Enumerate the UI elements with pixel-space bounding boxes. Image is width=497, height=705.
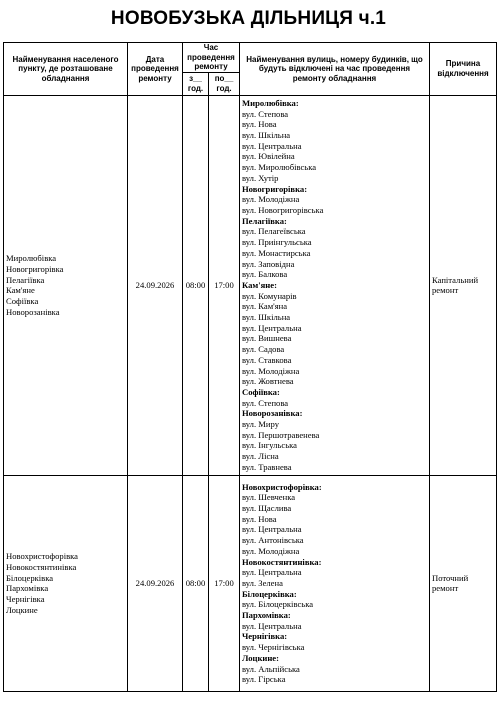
street-item: вул. Заповідна <box>242 258 295 269</box>
outage-schedule-table <box>3 42 497 692</box>
street-item: вул. Центральна <box>242 567 302 578</box>
street-item: вул. Центральна <box>242 322 302 333</box>
street-item: вул. Лісна <box>242 451 279 462</box>
village-heading: Новокостянтинівка: <box>242 556 322 567</box>
settlement-name: Новорозанівка <box>6 306 60 317</box>
street-item: вул. Молодіжна <box>242 194 300 205</box>
time-from-cell: 08:00 <box>183 95 209 475</box>
street-item: вул. Вишнева <box>242 333 292 344</box>
street-item: вул. Шевченка <box>242 492 296 503</box>
street-item: вул. Травнева <box>242 461 292 472</box>
street-item: вул. Ювілейна <box>242 151 295 162</box>
street-item: вул. Степова <box>242 397 289 408</box>
header-date: Дата проведення ремонту <box>128 43 183 96</box>
street-item: вул. Комунарів <box>242 290 297 301</box>
street-item: вул. Новогригорівська <box>242 205 324 215</box>
street-item: вул. Першотравенева <box>242 429 320 440</box>
table-row <box>4 475 497 691</box>
reason-cell <box>430 475 497 691</box>
street-item: вул. Степова <box>242 108 289 119</box>
street-item: вул. Центральна <box>242 140 302 151</box>
village-heading: Кам'яне: <box>242 279 277 290</box>
street-item: вул. Пелагеївська <box>242 226 306 237</box>
settlements-cell <box>4 95 128 475</box>
time-to-cell: 17:00 <box>209 95 240 475</box>
village-heading: Новорозанівка: <box>242 408 303 419</box>
street-item: вул. Миролюбівська <box>242 162 317 173</box>
village-heading: Пархомівка: <box>242 610 291 621</box>
settlements-cell <box>4 475 128 691</box>
date-cell: 24.09.2026 <box>128 475 183 691</box>
reason-text: ремонт <box>432 285 459 296</box>
settlement-name: Новокостянтинівка <box>6 561 77 572</box>
street-item: вул. Інгульська <box>242 440 297 451</box>
street-item: вул. Балкова <box>242 269 288 280</box>
street-item: вул. Миру <box>242 419 279 430</box>
streets-cell <box>240 95 430 475</box>
street-item: вул. Антонівська <box>242 535 304 546</box>
reason-text: Капітальний <box>432 274 479 285</box>
header-time-to: по__ год. <box>209 72 240 95</box>
reason-text: ремонт <box>432 583 459 594</box>
village-heading: Софіївка: <box>242 386 280 397</box>
village-heading: Новохристофорівка: <box>242 481 322 492</box>
street-item: вул. Молодіжна <box>242 365 300 376</box>
village-heading: Миролюбівка: <box>242 97 299 108</box>
table-header-row <box>4 43 497 73</box>
page-title: НОВОБУЗЬКА ДІЛЬНИЦЯ ч.1 <box>110 8 387 29</box>
village-heading: Білоцерківка: <box>242 588 297 599</box>
street-item: вул. Хутір <box>242 172 279 183</box>
header-settlement: Найменування населеного пункту, де розташоване обладнання <box>4 43 128 96</box>
table-body <box>4 95 497 691</box>
street-item: вул. Ставкова <box>242 354 292 365</box>
settlement-name: Софіївка <box>6 295 39 306</box>
header-time-from: з__ год. <box>183 72 209 95</box>
street-item: вул. Альпійська <box>242 663 300 674</box>
settlement-name: Кам'яне <box>6 285 35 296</box>
header-time: Час проведення ремонту <box>183 43 240 73</box>
street-item: вул. Монастирська <box>242 247 311 258</box>
street-item: вул. Шкільна <box>242 312 291 323</box>
street-item: вул. Нова <box>242 513 277 524</box>
street-item: вул. Центральна <box>242 524 302 535</box>
reason-cell <box>430 95 497 475</box>
village-heading: Чернігівка: <box>242 631 288 642</box>
street-item: вул. Нова <box>242 119 277 130</box>
street-item: вул. Зелена <box>242 577 283 588</box>
header-reason: Причина відключення <box>430 43 497 96</box>
settlement-name: Чернігівка <box>6 593 45 604</box>
streets-cell <box>240 475 430 691</box>
settlement-name: Пелагіївка <box>6 274 45 285</box>
street-item: вул. Молодіжна <box>242 545 300 556</box>
village-heading: Новогригорівка: <box>242 183 308 194</box>
street-item: вул. Кам'яна <box>242 301 288 312</box>
reason-text: Поточний <box>432 572 469 583</box>
settlement-name: Білоцерківка <box>6 572 54 583</box>
street-item: вул. Шкільна <box>242 130 291 141</box>
time-to-cell: 17:00 <box>209 475 240 691</box>
settlement-name: Миролюбівка <box>6 253 57 264</box>
street-item: вул. Жовтнева <box>242 376 294 387</box>
settlement-name: Лоцкине <box>6 604 38 615</box>
street-item: вул. Чернігівська <box>242 642 305 653</box>
street-item: вул. Центральна <box>242 620 302 631</box>
settlement-name: Новогригорівка <box>6 263 64 274</box>
village-heading: Пелагіївка: <box>242 215 287 226</box>
street-item: вул. Приінгульська <box>242 237 312 248</box>
time-from-cell: 08:00 <box>183 475 209 691</box>
street-item: вул. Садова <box>242 344 285 355</box>
table-row <box>4 95 497 475</box>
header-streets: Найменування вулиць, номеру будинків, що будуть відключені на час проведення ремонту обладнання <box>240 43 430 96</box>
street-item: вул. Білоцерківська <box>242 599 314 610</box>
settlement-name: Пархомівка <box>6 583 49 594</box>
street-item: вул. Гірська <box>242 674 286 685</box>
date-cell: 24.09.2026 <box>128 95 183 475</box>
village-heading: Лоцкине: <box>242 652 279 663</box>
settlement-name: Новохристофорівка <box>6 551 78 562</box>
street-item: вул. Щаслива <box>242 503 292 513</box>
